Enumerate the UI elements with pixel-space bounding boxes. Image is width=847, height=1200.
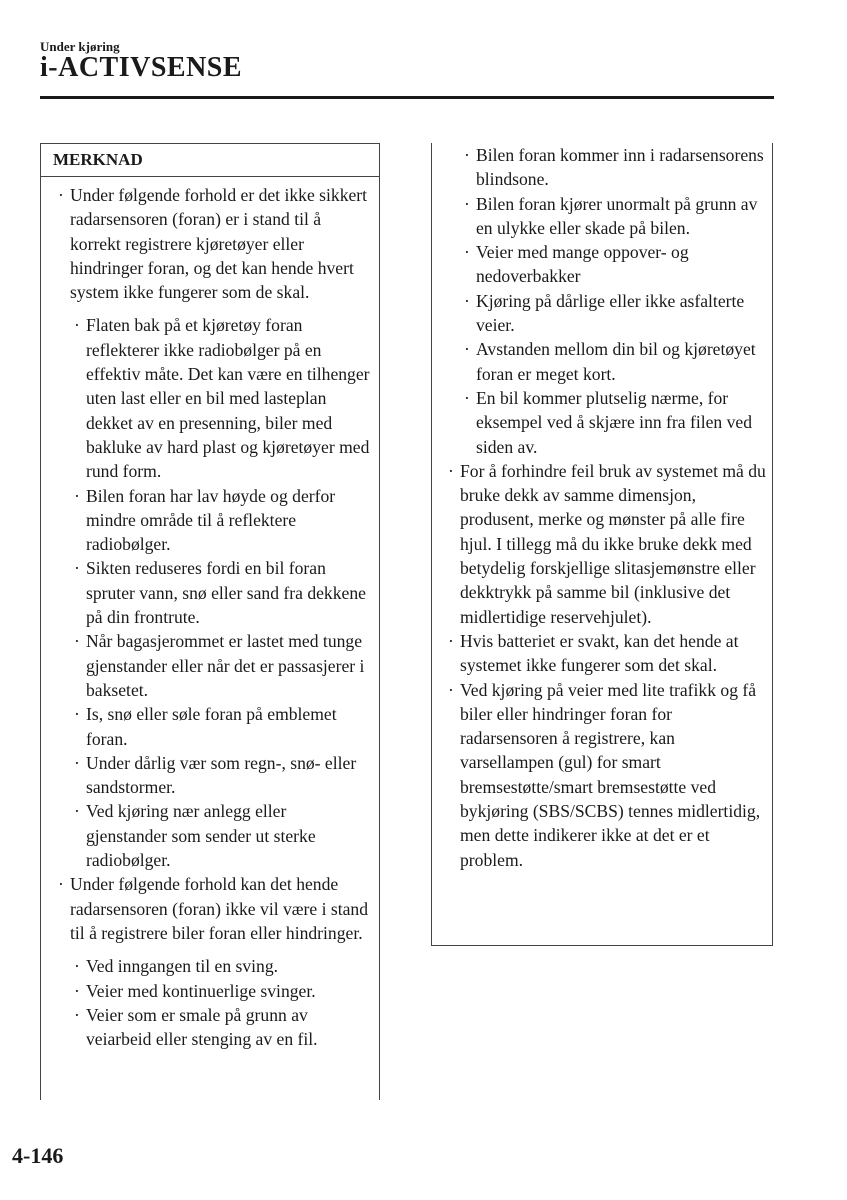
bullet-icon: · [58, 874, 64, 895]
bullet-icon: · [464, 387, 470, 408]
list-item: · Bilen foran har lav høyde og derfor mindre område til å reflektere radiobølger. [74, 485, 336, 555]
bullet-icon: · [448, 679, 454, 700]
list-item: · Kjøring på dårlige eller ikke asfalterte veier. [464, 290, 745, 336]
bullet-icon: · [74, 956, 80, 977]
list-item: · Under følgende forhold kan det hende radarsensoren (foran) ikke vil være i stand til å registrere biler foran eller hindringer. [58, 874, 369, 943]
note-box-left [40, 143, 380, 1100]
list-item: · Flaten bak på et kjøretøy foran reflekterer ikke radiobølger på en effektiv måte. Det kan være en tilhenger uten last eller en bil med lasteplan dekket av en presenning, biler med bakluke av hard plast og kjøretøyer med rund form. [74, 315, 370, 482]
page-number: 4-146 [12, 1143, 64, 1168]
title-rule [40, 96, 774, 99]
bullet-icon: · [464, 290, 470, 311]
list-item: · Avstanden mellom din bil og kjøretøyet foran er meget kort. [464, 339, 756, 384]
bullet-icon: · [464, 193, 470, 214]
list-item: · Bilen foran kommer inn i radarsensorens blindsone. [464, 145, 764, 190]
bullet-icon: · [74, 980, 80, 1001]
list-item: · Ved kjøring på veier med lite trafikk og få biler eller hindringer foran for radarsensoren å registrere, kan varsellampen (gul) for smart bremsestøtte/smart bremsestøtte ved bykjøring (SBS/SCBS) tennes midlertidig, men dette indikerer ikke at det er et problem. [448, 679, 761, 870]
bullet-icon: · [464, 339, 470, 360]
note-border-left [40, 143, 41, 1100]
list-item: · Sikten reduseres fordi en bil foran spruter vann, snø eller sand fra dekkene på din frontrute. [74, 558, 366, 628]
bullet-icon: · [74, 801, 80, 822]
bullet-icon: · [74, 631, 80, 652]
bullet-icon: · [464, 242, 470, 263]
list-item: · Veier som er smale på grunn av veiarbeid eller stenging av en fil. [74, 1004, 318, 1050]
section-label: Under kjøring [40, 39, 120, 54]
bullet-icon: · [448, 630, 454, 651]
list-item: · Under dårlig vær som regn-, snø- eller sandstormer. [74, 752, 357, 798]
bullet-icon: · [464, 145, 470, 165]
bullet-icon: · [74, 704, 80, 725]
list-item: · Ved inngangen til en sving. [58, 954, 370, 978]
bullet-icon: · [448, 460, 454, 481]
list-item: · Is, snø eller søle foran på emblemet foran. [74, 704, 337, 749]
bullet-icon: · [58, 185, 64, 205]
bullet-icon: · [74, 1004, 80, 1025]
note-header: MERKNAD [40, 143, 380, 177]
list-item: · Bilen foran kjører unormalt på grunn av en ulykke eller skade på bilen. [464, 193, 758, 238]
note-right-content [448, 143, 766, 872]
list-item: · For å forhindre feil bruk av systemet må du bruke dekk av samme dimensjon, produsent, merke og mønster på alle fire hjul. I tillegg må du ikke bruke dekk med betydelig forskjellige slitasjemønstre eller dekktrykk på samme bil (inklusive det midlertidige reservehjulet). [448, 460, 766, 627]
list-item: · Hvis batteriet er svakt, kan det hende at systemet ikke fungerer som det skal. [448, 630, 739, 676]
list-item: · Når bagasjerommet er lastet med tunge gjenstander eller når det er passasjerer i baksetet. [74, 631, 365, 700]
bullet-icon: · [74, 485, 80, 506]
list-item: · Ved kjøring nær anlegg eller gjenstander som sender ut sterke radiobølger. [74, 801, 316, 871]
note-border-right [379, 143, 380, 1100]
bullet-icon: · [74, 315, 80, 336]
list-item: · Veier med mange oppover- og nedoverbakker [464, 242, 689, 287]
note-left-content [58, 183, 370, 1051]
list-item: · Veier med kontinuerlige svinger. [58, 979, 370, 1003]
bullet-icon: · [74, 558, 80, 579]
bullet-icon: · [74, 752, 80, 773]
list-item: · Under følgende forhold er det ikke sikkert radarsensoren (foran) er i stand til å korrekt registrere kjøretøyer eller hindringer foran, og det kan hende hvert system ikke fungerer som de skal. [58, 185, 368, 303]
list-item: · En bil kommer plutselig nærme, for eksempel ved å skjære inn fra filen ved siden av. [464, 387, 753, 457]
note-box-right [431, 143, 773, 946]
page-title: i-ACTIVSENSE [40, 52, 243, 83]
